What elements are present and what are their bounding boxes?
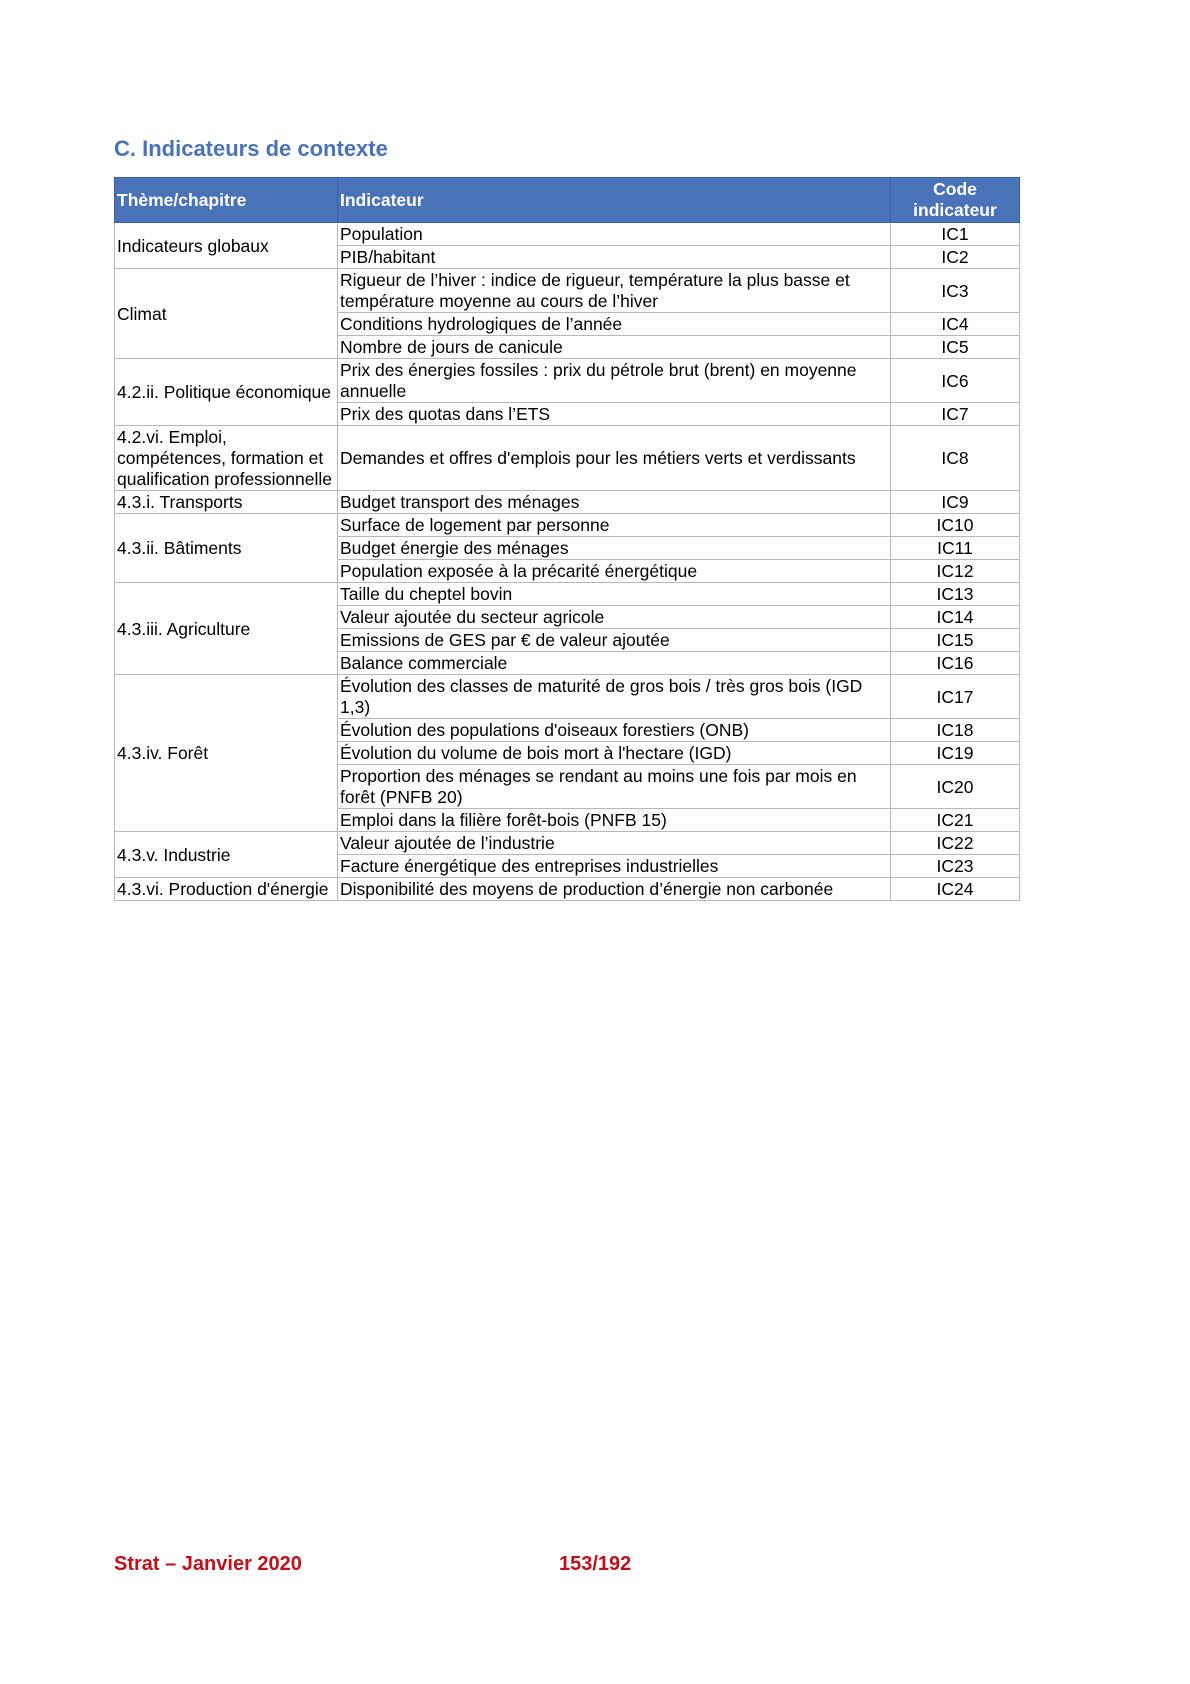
indicator-cell: Taille du cheptel bovin	[338, 583, 891, 606]
column-header-theme: Thème/chapitre	[115, 178, 338, 223]
section-heading: C. Indicateurs de contexte	[114, 136, 388, 161]
indicator-cell: Balance commerciale	[338, 652, 891, 675]
theme-cell: 4.3.iii. Agriculture	[115, 583, 338, 675]
code-cell: IC20	[891, 765, 1020, 809]
code-cell: IC23	[891, 855, 1020, 878]
indicator-cell: Rigueur de l’hiver : indice de rigueur, température la plus basse et température moyenne au cours de l’hiver	[338, 269, 891, 313]
code-cell: IC3	[891, 269, 1020, 313]
indicator-cell: PIB/habitant	[338, 246, 891, 269]
indicator-cell: Évolution du volume de bois mort à l'hectare (IGD)	[338, 742, 891, 765]
column-header-indicator: Indicateur	[338, 178, 891, 223]
indicator-cell: Prix des quotas dans l’ETS	[338, 403, 891, 426]
code-cell: IC18	[891, 719, 1020, 742]
table-row	[115, 878, 1020, 901]
indicator-cell: Valeur ajoutée du secteur agricole	[338, 606, 891, 629]
code-cell: IC16	[891, 652, 1020, 675]
theme-cell: 4.3.v. Industrie	[115, 832, 338, 878]
table-row	[115, 832, 1020, 855]
code-cell: IC19	[891, 742, 1020, 765]
indicator-cell: Nombre de jours de canicule	[338, 336, 891, 359]
code-cell: IC7	[891, 403, 1020, 426]
code-cell: IC1	[891, 223, 1020, 246]
code-cell: IC6	[891, 359, 1020, 403]
theme-cell: 4.3.i. Transports	[115, 491, 338, 514]
code-cell: IC11	[891, 537, 1020, 560]
code-cell: IC2	[891, 246, 1020, 269]
indicator-cell: Facture énergétique des entreprises industrielles	[338, 855, 891, 878]
indicator-cell: Demandes et offres d'emplois pour les métiers verts et verdissants	[338, 426, 891, 491]
code-cell: IC13	[891, 583, 1020, 606]
table-row	[115, 223, 1020, 246]
code-cell: IC9	[891, 491, 1020, 514]
theme-cell: 4.2.vi. Emploi, compétences, formation et qualification professionnelle	[115, 426, 338, 491]
table-row	[115, 426, 1020, 491]
table-row	[115, 675, 1020, 719]
indicator-cell: Valeur ajoutée de l’industrie	[338, 832, 891, 855]
footer-document-label: Strat – Janvier 2020	[114, 1553, 302, 1575]
context-indicators-table	[114, 177, 1020, 901]
code-cell: IC4	[891, 313, 1020, 336]
code-cell: IC5	[891, 336, 1020, 359]
indicator-cell: Emissions de GES par € de valeur ajoutée	[338, 629, 891, 652]
table-row	[115, 359, 1020, 403]
code-cell: IC15	[891, 629, 1020, 652]
code-cell: IC12	[891, 560, 1020, 583]
table-header-row	[115, 178, 1020, 223]
indicator-cell: Évolution des populations d'oiseaux forestiers (ONB)	[338, 719, 891, 742]
indicator-cell: Évolution des classes de maturité de gros bois / très gros bois (IGD 1,3)	[338, 675, 891, 719]
footer-page-number: 153/192	[559, 1553, 632, 1575]
indicator-cell: Disponibilité des moyens de production d’énergie non carbonée	[338, 878, 891, 901]
code-cell: IC8	[891, 426, 1020, 491]
indicator-cell: Population	[338, 223, 891, 246]
indicator-cell: Population exposée à la précarité énergétique	[338, 560, 891, 583]
table-row	[115, 491, 1020, 514]
column-header-code: Code indicateur	[891, 178, 1020, 223]
table-row	[115, 583, 1020, 606]
code-cell: IC24	[891, 878, 1020, 901]
indicator-cell: Emploi dans la filière forêt-bois (PNFB 15)	[338, 809, 891, 832]
code-cell: IC10	[891, 514, 1020, 537]
table-row	[115, 514, 1020, 537]
theme-cell: 4.3.ii. Bâtiments	[115, 514, 338, 583]
theme-cell: 4.3.vi. Production d'énergie	[115, 878, 338, 901]
indicator-cell: Proportion des ménages se rendant au moins une fois par mois en forêt (PNFB 20)	[338, 765, 891, 809]
indicator-cell: Prix des énergies fossiles : prix du pétrole brut (brent) en moyenne annuelle	[338, 359, 891, 403]
theme-cell: 4.3.iv. Forêt	[115, 675, 338, 832]
indicator-cell: Budget transport des ménages	[338, 491, 891, 514]
code-cell: IC22	[891, 832, 1020, 855]
theme-cell: Indicateurs globaux	[115, 223, 338, 269]
code-cell: IC21	[891, 809, 1020, 832]
indicator-cell: Surface de logement par personne	[338, 514, 891, 537]
table-body	[115, 223, 1020, 901]
indicator-cell: Conditions hydrologiques de l’année	[338, 313, 891, 336]
code-cell: IC17	[891, 675, 1020, 719]
theme-cell: 4.2.ii. Politique économique	[115, 359, 338, 426]
indicator-cell: Budget énergie des ménages	[338, 537, 891, 560]
code-cell: IC14	[891, 606, 1020, 629]
table-row	[115, 269, 1020, 313]
theme-cell: Climat	[115, 269, 338, 359]
